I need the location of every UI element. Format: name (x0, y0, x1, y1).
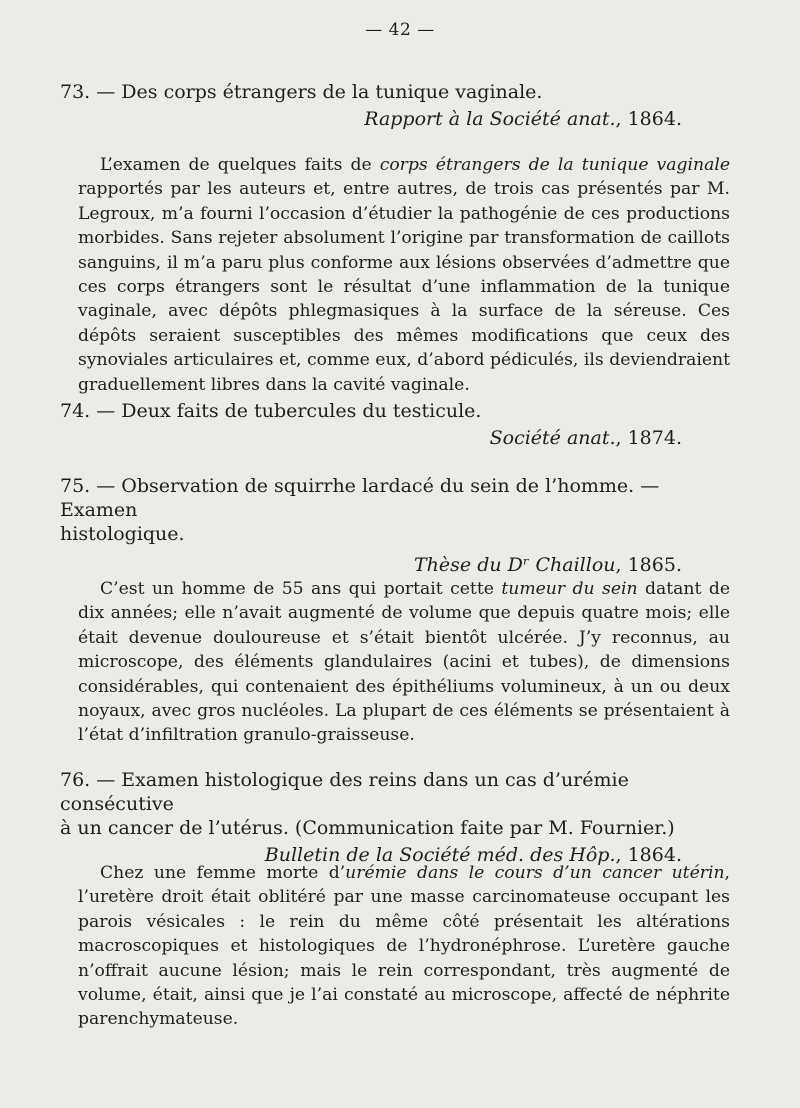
paragraph-73 (78, 153, 730, 397)
entry-title-line1: 75. — Observation de squirrhe lardacé du sein de l’homme. — Examen (60, 475, 660, 521)
entry-title-line2: à un cancer de l’utérus. (Communication faite par M. Fournier.) (60, 817, 675, 839)
entry-title: 73. — Des corps étrangers de la tunique vaginale. (60, 81, 543, 103)
entry-source (60, 552, 732, 578)
entry-title-line1: 76. — Examen histologique des reins dans un cas d’urémie consécutive (60, 769, 629, 815)
para-text: , l’uretère droit était oblitéré par une masse carcinomateuse occupant les parois vésicales : le rein du même côté présentait les altérations macroscopiques et histologiques de l’hydronéphrose. L’uretère gauche n’offrait aucune lésion; mais le rein correspondant, très augmenté de volume, était, ainsi que je l’ai constaté au microscope, affecté de néphrite parenchymateuse. (78, 863, 730, 1030)
para-text: Chez une femme morte d’ (100, 863, 346, 883)
para-text: datant de dix années; elle n’avait augmenté de volume que depuis quatre mois; elle était devenue douloureuse et s’était bientôt ulcérée. J’y reconnus, au microscope, des éléments glandulaires (acini et tubes), de dimensions considérables, qui contenaient des épithéliums volumineux, à un ou deux noyaux, avec gros nucléoles. La plupart de ces éléments se présentaient à l’état d’infiltration granulo-graisseuse. (78, 579, 730, 746)
entry-source (60, 106, 732, 132)
para-italic: urémie dans le cours d’un cancer utérin (345, 863, 725, 883)
source-italic: Société anat. (489, 427, 616, 449)
source-italic: Bulletin de la Société méd. des Hôp. (264, 844, 616, 866)
paragraph-76 (78, 861, 730, 1032)
entry-source (60, 425, 732, 451)
entry-76 (60, 768, 732, 868)
entry-title-line2: histologique. (60, 523, 185, 545)
source-italic: Rapport à la Société anat. (364, 108, 616, 130)
para-italic: tumeur du sein (501, 579, 638, 599)
source-rest: , 1865. (615, 554, 682, 576)
entry-73 (60, 80, 732, 132)
para-text: rapportés par les auteurs et, entre autres, de trois cas présentés par M. Legroux, m’a fourni l’occasion d’étudier la pathogénie de ces productions morbides. Sans rejeter absolument l’origine par transformation de caillots sanguins, il m’a paru plus conforme aux lésions observées d’admettre que ces corps étrangers sont le résultat d’une inflammation de la tunique vaginale, avec dépôts phlegmasiques à la surface de la séreuse. Ces dépôts seraient susceptibles des mêmes modifications que ceux des synoviales articulaires et, comme eux, d’abord pédiculés, ils deviendraient graduellement libres dans la cavité vaginale. (78, 179, 730, 395)
source-rest: , 1874. (615, 427, 682, 449)
entry-75 (60, 474, 732, 578)
para-text: L’examen de quelques faits de (100, 155, 380, 175)
para-text: C’est un homme de 55 ans qui portait cette (100, 579, 502, 599)
page-number: — 42 — (365, 20, 435, 40)
paragraph-75 (78, 577, 730, 748)
source-rest: , 1864. (615, 108, 682, 130)
entry-title: 74. — Deux faits de tubercules du testicule. (60, 400, 482, 422)
para-italic: corps étrangers de la tunique vaginale (379, 155, 730, 175)
entry-74 (60, 399, 732, 451)
source-italic: Thèse du Dʳ Chaillou (414, 554, 616, 576)
source-rest: , 1864. (615, 844, 682, 866)
